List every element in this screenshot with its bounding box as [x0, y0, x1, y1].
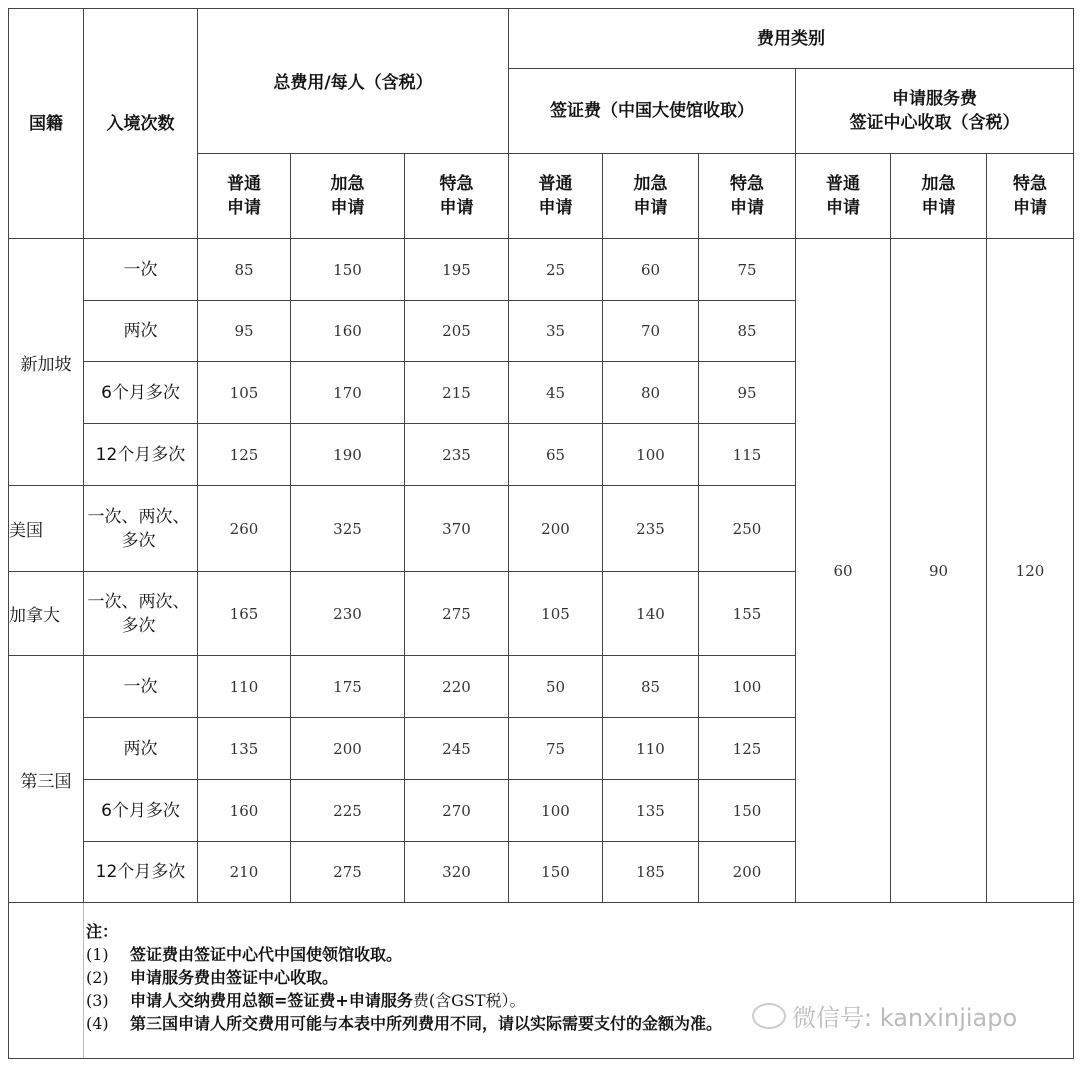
- total-fee-cell: 85: [198, 239, 291, 301]
- visa-fee-cell: 235: [603, 486, 699, 572]
- header-nationality: 国籍: [9, 9, 84, 239]
- total-fee-cell: 160: [198, 780, 291, 842]
- visa-fee-cell: 155: [699, 572, 796, 656]
- note-item: [86, 943, 1073, 966]
- subheader-line: 申请: [330, 198, 365, 218]
- total-fee-cell: 210: [198, 842, 291, 903]
- note-text: 第三国申请人所交费用可能与本表中所列费用不同，请以实际需要支付的金额为准。: [130, 1014, 723, 1033]
- subheader-express: [291, 154, 405, 239]
- service-fee-line1: 申请服务费: [892, 89, 977, 109]
- entries-cell: 12个月多次: [84, 842, 198, 903]
- subheader-line: 普通: [826, 174, 860, 194]
- total-fee-cell: 190: [291, 424, 405, 486]
- total-fee-cell: 230: [291, 572, 405, 656]
- notes-cell: [84, 903, 1074, 1059]
- total-fee-cell: 110: [198, 656, 291, 718]
- total-fee-cell: 105: [198, 362, 291, 424]
- visa-fee-cell: 75: [509, 718, 603, 780]
- header-visa-fee: 签证费（中国大使馆收取）: [509, 69, 796, 154]
- subheader-normal: [509, 154, 603, 239]
- entries-cell: 两次: [84, 301, 198, 362]
- visa-fee-cell: 135: [603, 780, 699, 842]
- subheader-line: 特急: [1013, 174, 1047, 194]
- visa-fee-cell: 150: [699, 780, 796, 842]
- visa-fee-cell: 65: [509, 424, 603, 486]
- nationality-cell: 第三国: [9, 656, 84, 903]
- visa-fee-cell: 95: [699, 362, 796, 424]
- subheader-line: 申请: [439, 198, 474, 218]
- subheader-line: 申请: [1013, 198, 1047, 218]
- total-fee-cell: 235: [405, 424, 509, 486]
- visa-fee-cell: 75: [699, 239, 796, 301]
- total-fee-cell: 125: [198, 424, 291, 486]
- service-fee-cell: 120: [987, 239, 1074, 903]
- visa-fee-cell: 85: [603, 656, 699, 718]
- header-total: 总费用/每人（含税）: [198, 9, 509, 154]
- subheader-normal: [198, 154, 291, 239]
- note-text: 签证费由签证中心代中国使领馆收取。: [130, 945, 403, 964]
- wechat-icon: [752, 1003, 786, 1029]
- subheader-line: 普通: [538, 174, 573, 194]
- visa-fee-cell: 105: [509, 572, 603, 656]
- visa-fee-cell: 100: [509, 780, 603, 842]
- note-number: (4): [86, 1014, 109, 1033]
- visa-fee-cell: 80: [603, 362, 699, 424]
- note-number: (3): [86, 991, 109, 1010]
- total-fee-cell: 325: [291, 486, 405, 572]
- visa-fee-cell: 125: [699, 718, 796, 780]
- entries-cell: 一次: [84, 239, 198, 301]
- watermark-text: 微信号: kanxinjiapo: [792, 1004, 1018, 1032]
- note-item: [86, 966, 1073, 989]
- notes-spacer: [9, 903, 84, 1059]
- notes-row: [9, 903, 1074, 1059]
- watermark: [752, 998, 1017, 1033]
- note-number: (1): [86, 945, 109, 964]
- total-fee-cell: 150: [291, 239, 405, 301]
- subheader-line: 特急: [730, 174, 764, 194]
- subheader-line: 申请: [633, 198, 668, 218]
- entries-cell: 两次: [84, 718, 198, 780]
- entries-cell: 一次、两次、多次: [84, 572, 198, 656]
- subheader-urgent: [405, 154, 509, 239]
- visa-fee-cell: 100: [603, 424, 699, 486]
- service-fee-cell: 90: [891, 239, 987, 903]
- header-service-fee: [796, 69, 1074, 154]
- visa-fee-table: [8, 8, 1074, 1059]
- total-fee-cell: 320: [405, 842, 509, 903]
- total-fee-cell: 165: [198, 572, 291, 656]
- note-text: 申请人交纳费用总额=签证费+申请服务: [130, 991, 413, 1010]
- total-fee-cell: 200: [291, 718, 405, 780]
- subheader-express: [891, 154, 987, 239]
- total-fee-cell: 170: [291, 362, 405, 424]
- visa-fee-cell: 85: [699, 301, 796, 362]
- visa-fee-cell: 150: [509, 842, 603, 903]
- subheader-line: 申请: [730, 198, 764, 218]
- visa-fee-cell: 200: [699, 842, 796, 903]
- total-fee-cell: 95: [198, 301, 291, 362]
- total-fee-cell: 135: [198, 718, 291, 780]
- note-number: (2): [86, 968, 109, 987]
- nationality-cell: 美国: [9, 486, 84, 572]
- visa-fee-cell: 100: [699, 656, 796, 718]
- visa-fee-cell: 140: [603, 572, 699, 656]
- visa-fee-cell: 115: [699, 424, 796, 486]
- service-fee-line2: 签证中心收取（含税）: [849, 113, 1020, 133]
- total-fee-cell: 225: [291, 780, 405, 842]
- subheader-urgent: [699, 154, 796, 239]
- nationality-cell: 加拿大: [9, 572, 84, 656]
- subheader-line: 加急: [921, 174, 956, 194]
- total-fee-cell: 275: [291, 842, 405, 903]
- total-fee-cell: 260: [198, 486, 291, 572]
- subheader-line: 加急: [330, 174, 365, 194]
- total-fee-cell: 245: [405, 718, 509, 780]
- subheader-line: 申请: [921, 198, 956, 218]
- total-fee-cell: 195: [405, 239, 509, 301]
- subheader-line: 申请: [826, 198, 860, 218]
- entries-cell: 6个月多次: [84, 780, 198, 842]
- entries-cell: 6个月多次: [84, 362, 198, 424]
- total-fee-cell: 160: [291, 301, 405, 362]
- subheader-line: 加急: [633, 174, 668, 194]
- subheader-urgent: [987, 154, 1074, 239]
- visa-fee-cell: 200: [509, 486, 603, 572]
- total-fee-cell: 215: [405, 362, 509, 424]
- visa-fee-cell: 60: [603, 239, 699, 301]
- header-entries: 入境次数: [84, 9, 198, 239]
- subheader-line: 特急: [439, 174, 474, 194]
- entries-cell: 一次: [84, 656, 198, 718]
- total-fee-cell: 205: [405, 301, 509, 362]
- table-row: [9, 239, 1074, 301]
- note-tail: 费(含GST税）。: [412, 991, 526, 1010]
- nationality-cell: 新加坡: [9, 239, 84, 486]
- total-fee-cell: 275: [405, 572, 509, 656]
- visa-fee-cell: 50: [509, 656, 603, 718]
- subheader-line: 申请: [538, 198, 573, 218]
- entries-cell: 一次、两次、多次: [84, 486, 198, 572]
- visa-fee-cell: 35: [509, 301, 603, 362]
- total-fee-cell: 370: [405, 486, 509, 572]
- visa-fee-cell: 185: [603, 842, 699, 903]
- visa-fee-cell: 250: [699, 486, 796, 572]
- visa-fee-cell: 25: [509, 239, 603, 301]
- total-fee-cell: 270: [405, 780, 509, 842]
- subheader-normal: [796, 154, 891, 239]
- service-fee-cell: 60: [796, 239, 891, 903]
- visa-fee-cell: 70: [603, 301, 699, 362]
- entries-cell: 12个月多次: [84, 424, 198, 486]
- subheader-express: [603, 154, 699, 239]
- subheader-line: 申请: [227, 198, 261, 218]
- header-fee-category: 费用类别: [509, 9, 1074, 69]
- subheader-line: 普通: [227, 174, 261, 194]
- total-fee-cell: 175: [291, 656, 405, 718]
- visa-fee-cell: 110: [603, 718, 699, 780]
- visa-fee-cell: 45: [509, 362, 603, 424]
- note-text: 申请服务费由签证中心收取。: [130, 968, 339, 987]
- notes-title: 注：: [86, 922, 119, 941]
- total-fee-cell: 220: [405, 656, 509, 718]
